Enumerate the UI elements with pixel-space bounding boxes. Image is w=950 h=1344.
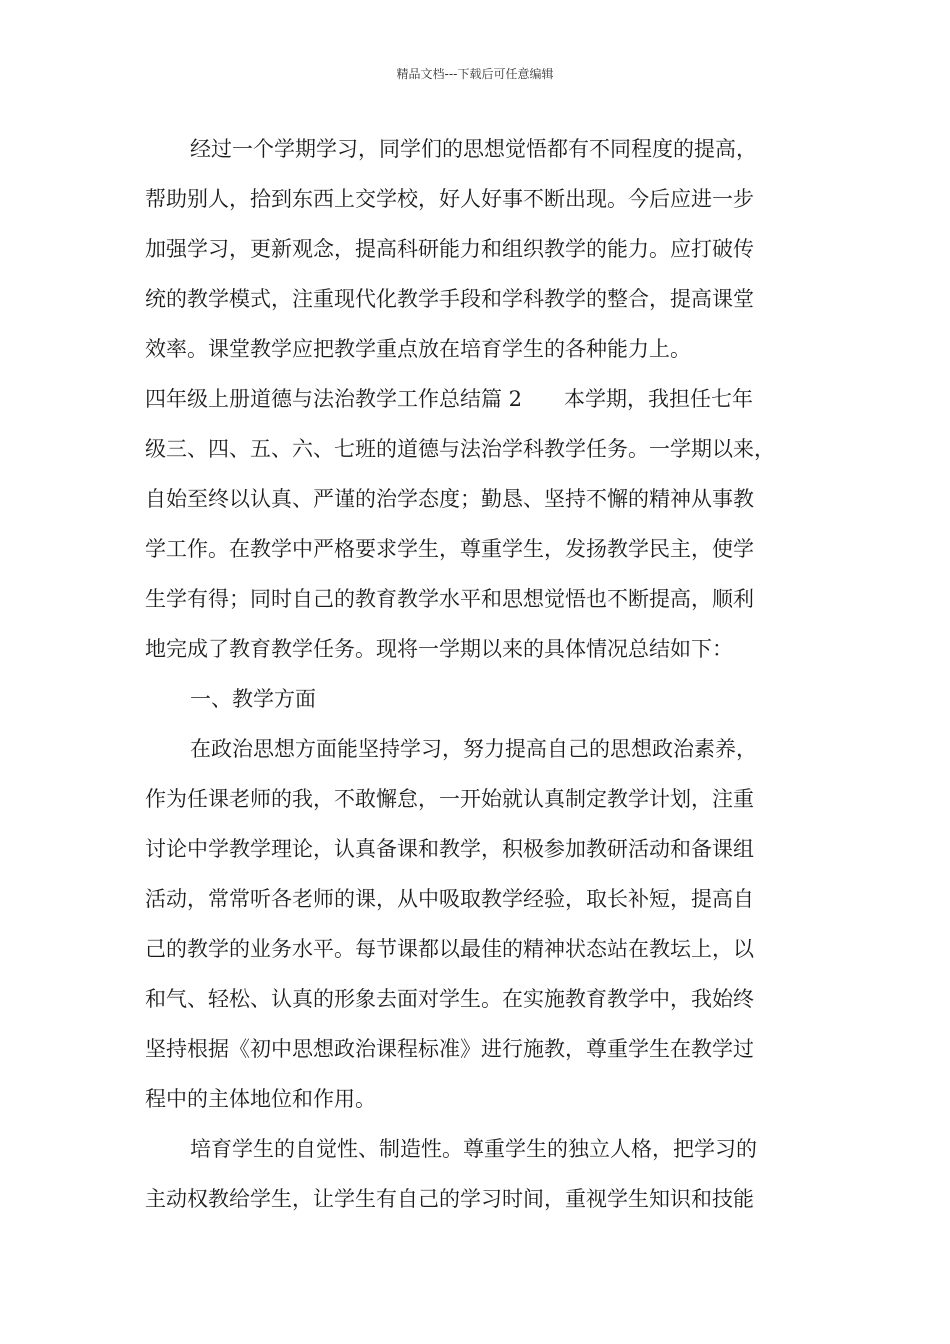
paragraph-line: 加强学习，更新观念，提高科研能力和组织教学的能力。应打破传 [145, 237, 754, 261]
paragraph-line: 级三、四、五、六、七班的道德与法治学科教学任务。一学期以来， [145, 437, 775, 461]
paragraph-line: 程中的主体地位和作用。 [145, 1087, 376, 1111]
paragraph-line: 统的教学模式，注重现代化教学手段和学科教学的整合，提高课堂 [145, 287, 754, 311]
paragraph-line: 主动权教给学生，让学生有自己的学习时间，重视学生知识和技能 [145, 1187, 754, 1211]
paragraph-line: 帮助别人，拾到东西上交学校，好人好事不断出现。今后应进一步 [145, 187, 754, 211]
subheading-line: 一、教学方面 [190, 687, 316, 711]
page-header: 精品文档---下载后可任意编辑 [396, 67, 554, 81]
paragraph-line: 作为任课老师的我，不敢懈怠，一开始就认真制定教学计划，注重 [145, 787, 754, 811]
paragraph-line: 活动，常常听各老师的课，从中吸取教学经验，取长补短，提高自 [145, 887, 754, 911]
paragraph-line: 培育学生的自觉性、制造性。尊重学生的独立人格，把学习的 [190, 1137, 757, 1161]
section-heading-line: 四年级上册道德与法治教学工作总结篇 2 本学期，我担任七年 [145, 387, 754, 411]
paragraph-line: 在政治思想方面能坚持学习，努力提高自己的思想政治素养， [190, 737, 757, 761]
paragraph-line: 坚持根据《初中思想政治课程标准》进行施教，尊重学生在教学过 [145, 1037, 754, 1061]
paragraph-line: 自始至终以认真、严谨的治学态度；勤恳、坚持不懈的精神从事教 [145, 487, 754, 511]
paragraph-line: 学工作。在教学中严格要求学生，尊重学生，发扬教学民主，使学 [145, 537, 754, 561]
paragraph-line: 地完成了教育教学任务。现将一学期以来的具体情况总结如下： [145, 637, 733, 661]
paragraph-line: 生学有得；同时自己的教育教学水平和思想觉悟也不断提高，顺利 [145, 587, 754, 611]
paragraph-line: 经过一个学期学习，同学们的思想觉悟都有不同程度的提高， [190, 137, 757, 161]
paragraph-line: 和气、轻松、认真的形象去面对学生。在实施教育教学中，我始终 [145, 987, 754, 1011]
paragraph-line: 己的教学的业务水平。每节课都以最佳的精神状态站在教坛上，以 [145, 937, 754, 961]
paragraph-line: 讨论中学教学理论，认真备课和教学，积极参加教研活动和备课组 [145, 837, 754, 861]
paragraph-line: 效率。课堂教学应把教学重点放在培育学生的各种能力上。 [145, 337, 691, 361]
